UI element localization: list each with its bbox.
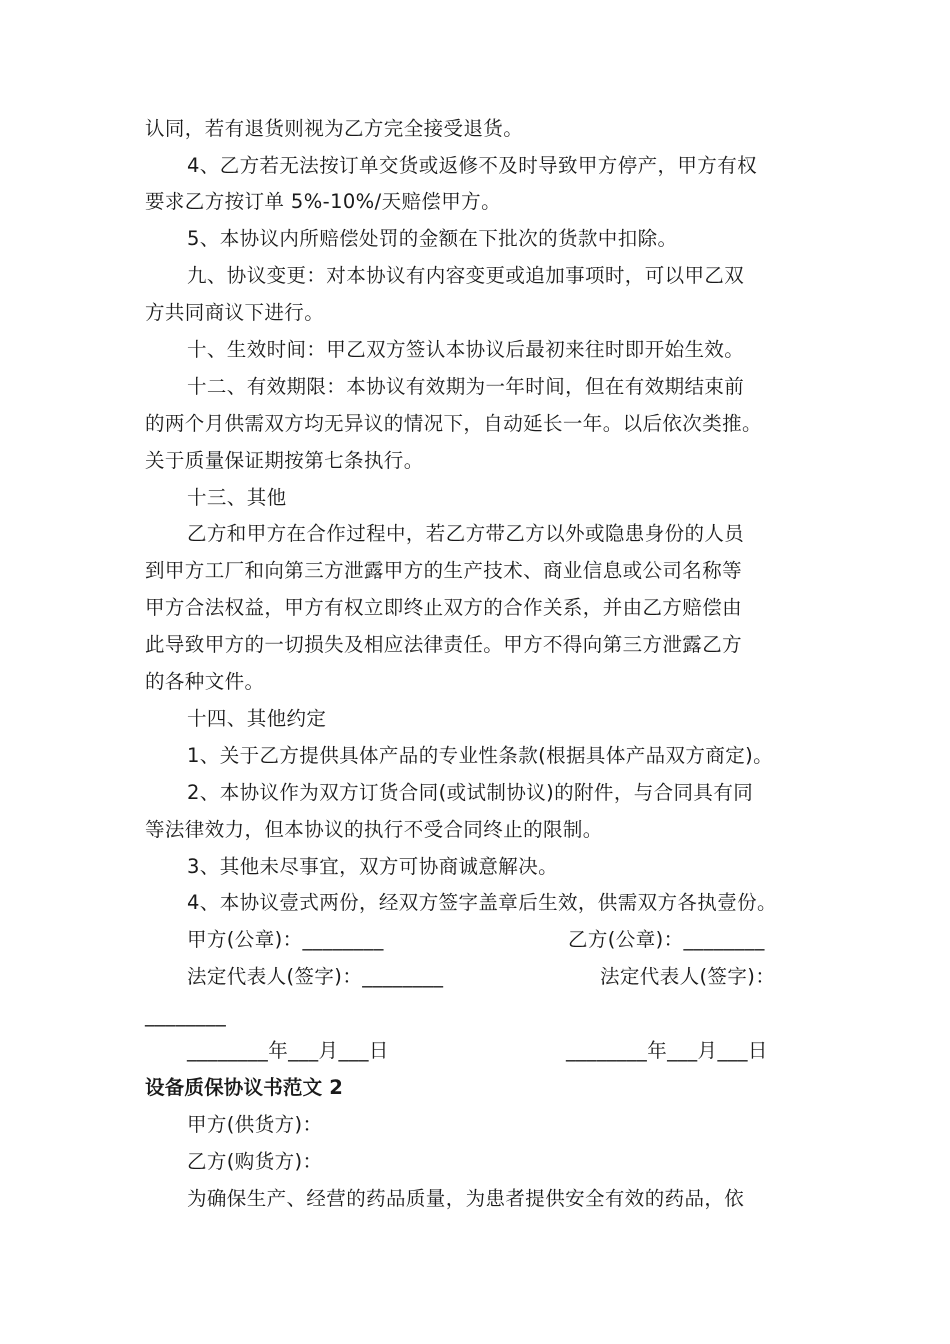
text-line: 甲方合法权益，甲方有权立即终止双方的合作关系，并由乙方赔偿由: [145, 596, 743, 619]
text-line: 4、本协议壹式两份，经双方签字盖章后生效，供需双方各执壹份。: [187, 891, 777, 914]
legal-rep-b-blank: ________: [145, 1004, 227, 1027]
party-a-label: 甲方(供货方)：: [187, 1113, 323, 1136]
legal-rep-b: 法定代表人(签字)：: [600, 965, 776, 988]
text-line: 3、其他未尽事宜，双方可协商诚意解决。: [187, 855, 559, 878]
party-a-seal: 甲方(公章)：________: [187, 928, 384, 951]
text-line: 1、关于乙方提供具体产品的专业性条款(根据具体产品双方商定)。: [187, 744, 774, 767]
text-line: 九、协议变更：对本协议有内容变更或追加事项时，可以甲乙双: [187, 264, 745, 287]
text-line: 4、乙方若无法按订单交货或返修不及时导致甲方停产，甲方有权: [187, 154, 758, 177]
text-line: 等法律效力，但本协议的执行不受合同终止的限制。: [145, 818, 603, 841]
text-line: 乙方和甲方在合作过程中，若乙方带乙方以外或隐患身份的人员: [187, 522, 745, 545]
text-line: 此导致甲方的一切损失及相应法律责任。甲方不得向第三方泄露乙方: [145, 633, 743, 656]
text-line: 的各种文件。: [145, 670, 265, 693]
party-b-seal: 乙方(公章)：________: [568, 928, 765, 951]
text-line: 2、本协议作为双方订货合同(或试制协议)的附件，与合同具有同: [187, 781, 754, 804]
section-title: 设备质保协议书范文 2: [145, 1076, 344, 1099]
section-heading: 十三、其他: [187, 486, 287, 509]
section-heading: 十四、其他约定: [187, 707, 327, 730]
text-line: 关于质量保证期按第七条执行。: [145, 449, 424, 472]
text-line: 认同，若有退货则视为乙方完全接受退货。: [145, 117, 524, 140]
text-line: 方共同商议下进行。: [145, 301, 325, 324]
text-line: 十二、有效期限：本协议有效期为一年时间，但在有效期结束前: [187, 375, 745, 398]
party-b-label: 乙方(购货方)：: [187, 1150, 323, 1173]
text-line: 5、本协议内所赔偿处罚的金额在下批次的货款中扣除。: [187, 227, 678, 250]
text-line: 要求乙方按订单 5%-10%/天赔偿甲方。: [145, 190, 501, 213]
date-a: ________年___月___日: [187, 1039, 389, 1062]
date-b: ________年___月___日: [566, 1039, 768, 1062]
text-line: 为确保生产、经营的药品质量，为患者提供安全有效的药品，依: [187, 1187, 745, 1210]
text-line: 十、生效时间：甲乙双方签认本协议后最初来往时即开始生效。: [187, 338, 745, 361]
legal-rep-a: 法定代表人(签字)：________: [187, 965, 444, 988]
text-line: 的两个月供需双方均无异议的情况下，自动延长一年。以后依次类推。: [145, 412, 762, 435]
text-line: 到甲方工厂和向第三方泄露甲方的生产技术、商业信息或公司名称等: [145, 559, 743, 582]
